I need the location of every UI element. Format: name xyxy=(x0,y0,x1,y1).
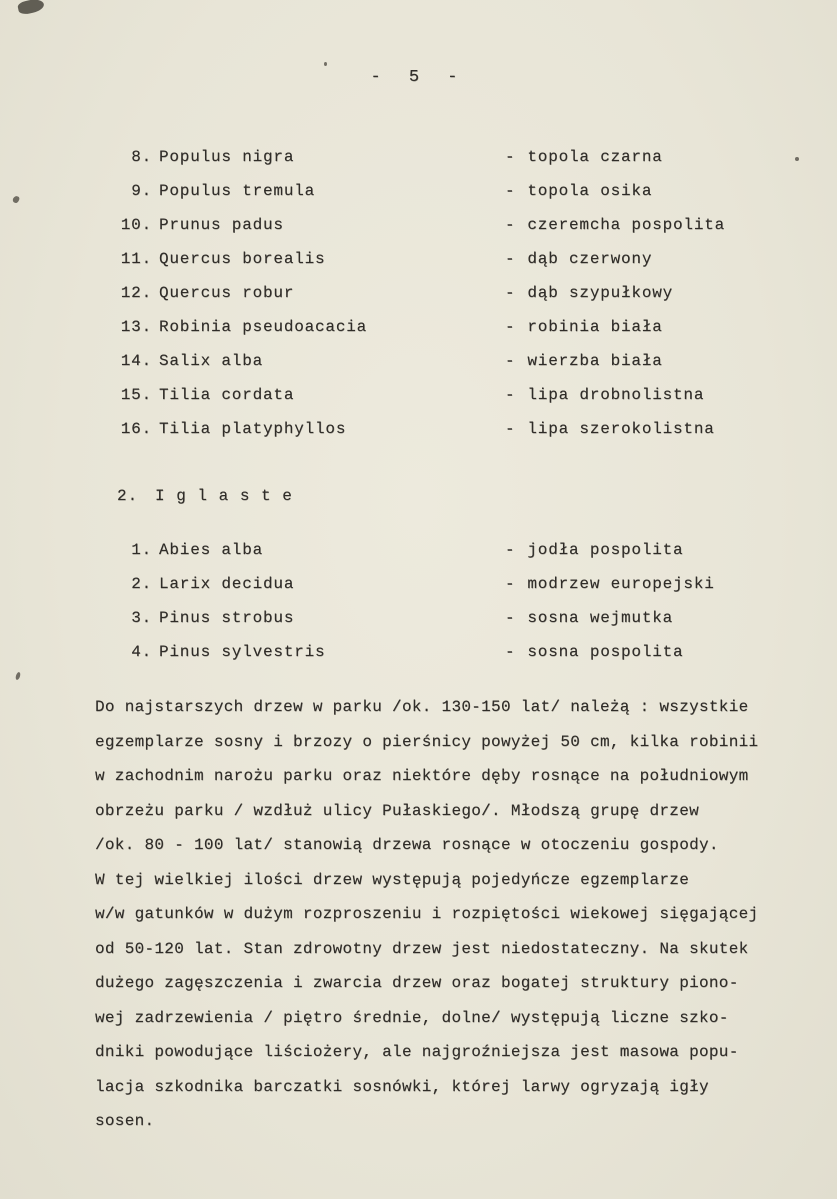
polish-name: dąb czerwony xyxy=(527,250,653,268)
polish-name-cell xyxy=(505,601,837,635)
paragraph-line: egzemplarze sosny i brzozy o pierśnicy powyżej 50 cm, kilka robinii xyxy=(95,732,759,751)
list-item xyxy=(0,174,837,208)
paragraph-line: /ok. 80 - 100 lat/ stanowią drzewa rosnące w otoczeniu gospody. xyxy=(95,836,719,854)
paragraph-line: Do najstarszych drzew w parku /ok. 130-150 lat/ należą : wszystkie xyxy=(95,698,749,716)
list-item xyxy=(0,533,837,567)
dash-separator: - xyxy=(505,352,516,370)
list-item xyxy=(0,140,837,174)
dash-separator: - xyxy=(505,643,516,661)
latin-name: Pinus strobus xyxy=(159,609,295,627)
paragraph-line: wej zadrzewienia / piętro średnie, dolne/ występują liczne szko- xyxy=(95,1008,729,1027)
dust-speck xyxy=(17,0,45,16)
dash-separator: - xyxy=(505,318,516,336)
polish-name: czeremcha pospolita xyxy=(527,216,726,234)
polish-name: sosna pospolita xyxy=(527,643,684,661)
paragraph-line: w zachodnim narożu parku oraz niektóre dęby rosnące na południowym xyxy=(95,767,749,785)
dash-separator: - xyxy=(505,148,516,166)
latin-name: Populus tremula xyxy=(159,182,316,200)
item-number: 11. xyxy=(120,250,152,268)
polish-name-cell xyxy=(505,208,837,242)
latin-name: Tilia platyphyllos xyxy=(159,420,347,438)
paragraph-line: w/w gatunków w dużym rozproszeniu i rozpiętości wiekowej sięgającej xyxy=(95,905,759,923)
list-item xyxy=(0,412,837,446)
list-item xyxy=(0,242,837,276)
latin-name: Larix decidua xyxy=(159,575,295,593)
item-number: 13. xyxy=(120,318,152,336)
polish-name-cell xyxy=(505,412,837,446)
polish-name-cell xyxy=(505,378,837,412)
dash-separator: - xyxy=(505,575,516,593)
polish-name: topola osika xyxy=(527,182,653,200)
polish-name-cell xyxy=(505,140,837,174)
dash-separator: - xyxy=(505,250,516,268)
polish-name: sosna wejmutka xyxy=(527,609,674,627)
latin-name: Abies alba xyxy=(159,541,264,559)
latin-name: Robinia pseudoacacia xyxy=(159,318,368,336)
list-item xyxy=(0,567,837,601)
polish-name: modrzew europejski xyxy=(527,575,715,593)
latin-name: Prunus padus xyxy=(159,216,284,234)
item-number: 9. xyxy=(131,182,152,200)
paragraph-line: sosen. xyxy=(95,1112,155,1130)
dash-separator: - xyxy=(505,386,516,404)
list-item xyxy=(0,378,837,412)
dash-separator: - xyxy=(505,420,516,438)
list-item xyxy=(0,276,837,310)
item-number: 3. xyxy=(131,609,152,627)
list-item xyxy=(0,601,837,635)
latin-name: Pinus sylvestris xyxy=(159,643,326,661)
paragraph-line: od 50-120 lat. Stan zdrowotny drzew jest niedostateczny. Na skutek xyxy=(95,939,749,958)
paragraph-line: obrzeżu parku / wzdłuż ulicy Pułaskiego/. Młodszą grupę drzew xyxy=(95,801,699,820)
body-paragraph xyxy=(95,690,785,1139)
polish-name: topola czarna xyxy=(527,148,663,166)
latin-name: Quercus borealis xyxy=(159,250,326,268)
dash-separator: - xyxy=(505,284,516,302)
section-title: I g l a s t e xyxy=(155,487,293,505)
dash-separator: - xyxy=(505,182,516,200)
paragraph-line: dniki powodujące liściożery, ale najgroźniejsza jest masowa popu- xyxy=(95,1043,739,1061)
coniferous-tree-list xyxy=(0,533,837,669)
deciduous-tree-list xyxy=(0,140,837,446)
item-number: 8. xyxy=(131,148,152,166)
item-number: 15. xyxy=(120,386,152,404)
item-number: 4. xyxy=(131,643,152,661)
polish-name-cell xyxy=(505,344,837,378)
paragraph-line: W tej wielkiej ilości drzew występują pojedyńcze egzemplarze xyxy=(95,870,690,889)
polish-name: dąb szypułkowy xyxy=(527,284,674,302)
polish-name-cell xyxy=(505,533,837,567)
polish-name: lipa drobnolistna xyxy=(527,386,705,404)
page-number: - 5 - xyxy=(370,68,467,87)
latin-name: Tilia cordata xyxy=(159,386,295,404)
polish-name: robinia biała xyxy=(527,318,663,336)
item-number: 14. xyxy=(120,352,152,370)
polish-name-cell xyxy=(505,276,837,310)
list-item xyxy=(0,310,837,344)
polish-name-cell xyxy=(505,567,837,601)
latin-name: Populus nigra xyxy=(159,148,295,166)
item-number: 12. xyxy=(120,284,152,302)
latin-name: Salix alba xyxy=(159,352,264,370)
polish-name: lipa szerokolistna xyxy=(527,420,715,438)
polish-name-cell xyxy=(505,310,837,344)
paragraph-line: dużego zagęszczenia i zwarcia drzew oraz bogatej struktury piono- xyxy=(95,974,739,992)
section-heading xyxy=(117,479,293,513)
polish-name-cell xyxy=(505,174,837,208)
list-item xyxy=(0,344,837,378)
section-number: 2. xyxy=(117,487,139,505)
list-item xyxy=(0,635,837,669)
list-item xyxy=(0,208,837,242)
dust-speck xyxy=(15,672,21,681)
polish-name-cell xyxy=(505,242,837,276)
item-number: 2. xyxy=(131,575,152,593)
polish-name: jodła pospolita xyxy=(527,541,684,559)
dash-separator: - xyxy=(505,216,516,234)
polish-name-cell xyxy=(505,635,837,669)
polish-name: wierzba biała xyxy=(527,352,663,370)
paragraph-line: lacja szkodnika barczatki sosnówki, której larwy ogryzają igły xyxy=(95,1077,709,1096)
item-number: 10. xyxy=(120,216,152,234)
latin-name: Quercus robur xyxy=(159,284,295,302)
dash-separator: - xyxy=(505,609,516,627)
dash-separator: - xyxy=(505,541,516,559)
item-number: 16. xyxy=(120,420,152,438)
dust-speck xyxy=(324,62,327,66)
item-number: 1. xyxy=(131,541,152,559)
